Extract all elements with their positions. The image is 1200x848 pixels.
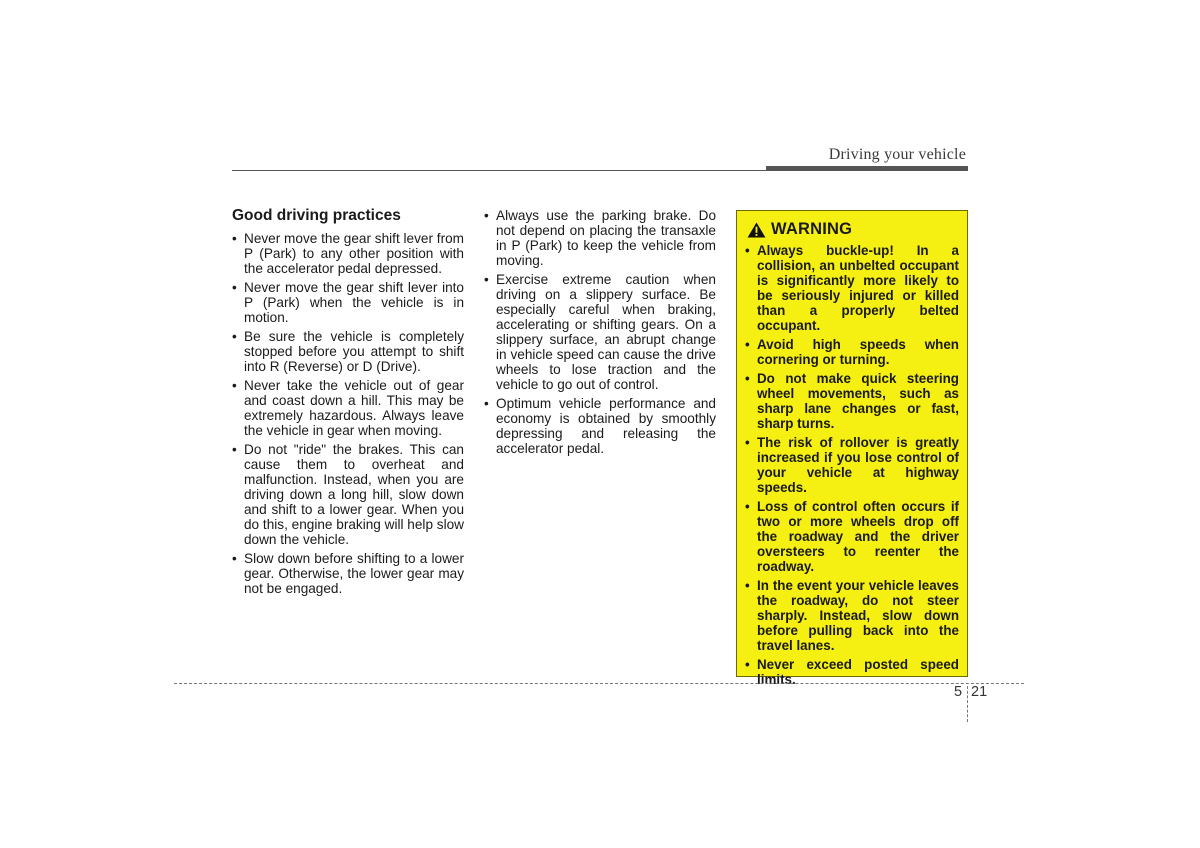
warning-triangle-icon bbox=[747, 222, 766, 238]
list-item: • Do not "ride" the brakes. This can cause them to overheat and malfunction. Instead, when you are driving down a long hill, slow down and shift to a lower gear. When you do this, engine braking will help slow down the vehicle. bbox=[232, 442, 464, 547]
warning-item: • Always buckle-up! In a collision, an unbelted occupant is significantly more likely to be seriously injured or killed than a properly belted occupant. bbox=[745, 243, 959, 333]
section-title: Good driving practices bbox=[232, 207, 401, 224]
column-left bbox=[232, 207, 464, 600]
warning-box bbox=[736, 210, 968, 687]
section-header: Driving your vehicle bbox=[828, 146, 966, 163]
header-rule-accent bbox=[766, 166, 968, 171]
list-item: • Never move the gear shift lever from P (Park) to any other position with the accelerator pedal depressed. bbox=[232, 231, 464, 276]
warning-label: WARNING bbox=[771, 220, 853, 238]
practices-list-continued bbox=[484, 208, 716, 456]
list-item: • Exercise extreme caution when driving on a slippery surface. Be especially careful when braking, accelerating or shifting gears. On a slippery surface, an abrupt change in vehicle speed can cause the drive wheels to lose traction and the vehicle to go out of control. bbox=[484, 272, 716, 392]
list-item: • Be sure the vehicle is completely stopped before you attempt to shift into R (Reverse) or D (Drive). bbox=[232, 329, 464, 374]
warning-header bbox=[747, 220, 959, 239]
column-middle bbox=[484, 208, 716, 460]
list-item: • Never move the gear shift lever into P (Park) when the vehicle is in motion. bbox=[232, 280, 464, 325]
warning-item: • Do not make quick steering wheel movements, such as sharp lane changes or fast, sharp turns. bbox=[745, 371, 959, 431]
warning-item: • In the event your vehicle leaves the roadway, do not steer sharply. Instead, slow down before pulling back into the travel lanes. bbox=[745, 578, 959, 653]
warning-item: • The risk of rollover is greatly increased if you lose control of your vehicle at highway speeds. bbox=[745, 435, 959, 495]
warning-item: • Avoid high speeds when cornering or turning. bbox=[745, 337, 959, 367]
warning-list bbox=[745, 243, 959, 687]
list-item: • Optimum vehicle performance and economy is obtained by smoothly depressing and releasing the accelerator pedal. bbox=[484, 396, 716, 456]
footer-rule bbox=[174, 683, 1024, 684]
practices-list bbox=[232, 231, 464, 596]
list-item: • Slow down before shifting to a lower gear. Otherwise, the lower gear may not be engaged. bbox=[232, 551, 464, 596]
list-item: • Never take the vehicle out of gear and coast down a hill. This may be extremely hazardous. Always leave the vehicle in gear when moving. bbox=[232, 378, 464, 438]
page-number: 21 bbox=[971, 684, 988, 700]
footer-divider bbox=[967, 686, 968, 722]
chapter-number: 5 bbox=[954, 684, 963, 700]
warning-item: • Loss of control often occurs if two or more wheels drop off the roadway and the driver oversteers to reenter the roadway. bbox=[745, 499, 959, 574]
list-item: • Always use the parking brake. Do not depend on placing the transaxle in P (Park) to keep the vehicle from moving. bbox=[484, 208, 716, 268]
warning-item: • Never exceed posted speed limits. bbox=[745, 657, 959, 687]
